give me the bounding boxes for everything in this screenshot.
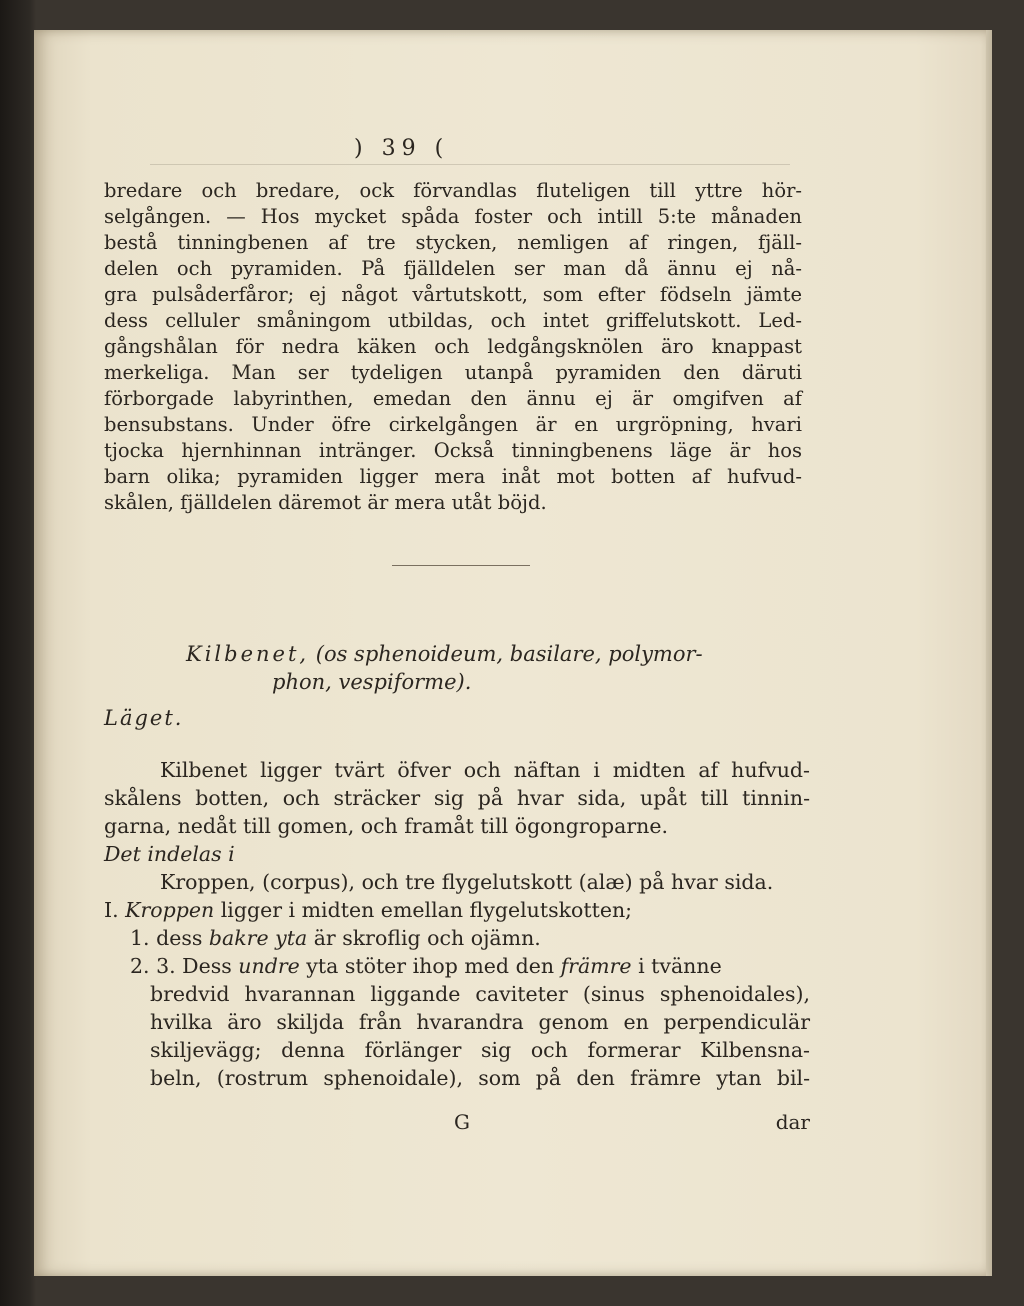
sub-num: 2. 3. [130, 954, 176, 978]
sub-item-2 [104, 952, 810, 980]
list-num: I. [104, 898, 119, 922]
text-line: bredvid hvarannan liggande caviteter (sinus sphenoidales), [150, 982, 810, 1006]
section-heading [186, 640, 786, 696]
sub-text: yta stöter ihop med den [299, 954, 561, 978]
text-line: selgången. — Hos mycket spåda foster och intill 5:te månaden [104, 205, 802, 228]
margin-heading-laget: Läget. [104, 706, 184, 730]
text-line: Kilbenet ligger tvärt öfver och näftan i midten af hufvud- [160, 758, 810, 782]
header-left-bracket: ) [354, 136, 369, 161]
sub-item-1 [104, 924, 810, 952]
list-text: ligger i midten emellan flygelutskotten; [214, 898, 633, 922]
text-line: bredare och bredare, ock förvandlas fluteligen till yttre hör- [104, 179, 802, 202]
text-line: bensubstans. Under öfre cirkelgången är en urgröpning, hvari [104, 413, 802, 436]
paragraph-continued [104, 178, 802, 516]
heading-latin-1: (os sphenoideum, basilare, polymor- [315, 642, 703, 666]
text-line: gångshålan för nedra käken och ledgångsknölen äro knappast [104, 335, 802, 358]
kilbenet-description [104, 756, 810, 1092]
catchword: dar [775, 1110, 810, 1134]
text-line: skålen, fjälldelen däremot är mera utåt böjd. [104, 491, 547, 514]
text-line: barn olika; pyramiden ligger mera inåt mot botten af hufvud- [104, 465, 802, 488]
det-indelas [104, 840, 810, 868]
heading-word: Kilbenet, [186, 642, 310, 666]
page-number: 39 [381, 136, 422, 161]
sub-term: bakre yta [208, 926, 308, 950]
sub-text: Dess [182, 954, 239, 978]
det-indelas-text: Det indelas i [104, 842, 235, 866]
text-line: skålens botten, och sträcker sig på hvar sida, upåt till tinnin- [104, 786, 810, 810]
text-line: skiljevägg; denna förlänger sig och formerar Kilbensna- [150, 1038, 810, 1062]
heading-latin-2: phon, vespiforme). [272, 670, 472, 694]
text-line: gra pulsåderfåror; ej något vårtutskott, som efter födseln jämte [104, 283, 802, 306]
text-line: tjocka hjernhinnan intränger. Också tinningbenens läge är hos [104, 439, 802, 462]
sub-num: 1. [130, 926, 150, 950]
sub-term: undre [238, 954, 300, 978]
text-line: garna, nedåt till gomen, och framåt till ögongroparne. [104, 814, 668, 838]
running-header [354, 136, 554, 161]
text-line: förborgade labyrinthen, emedan den ännu ej är omgifven af [104, 387, 802, 410]
text-line: hvilka äro skiljda från hvarandra genom en perpendiculär [150, 1010, 810, 1034]
sub-text: i tvänne [631, 954, 722, 978]
text-line: bestå tinningbenen af tre stycken, nemligen af ringen, fjäll- [104, 231, 802, 254]
text-line: delen och pyramiden. På fjälldelen ser man då ännu ej nå- [104, 257, 802, 280]
text-line: beln, (rostrum sphenoidale), som på den främre ytan bil- [150, 1066, 810, 1090]
sub-text: är skroflig och ojämn. [307, 926, 541, 950]
header-right-bracket: ( [434, 136, 450, 161]
text-line: merkeliga. Man ser tydeligen utanpå pyramiden den däruti [104, 361, 802, 384]
header-rule [150, 164, 790, 165]
sub-term: främre [560, 954, 632, 978]
page-footer [150, 1110, 810, 1134]
signature-mark: G [454, 1110, 470, 1134]
list-term: Kroppen [125, 898, 215, 922]
list-item-1 [104, 896, 810, 924]
text-line: dess celluler småningom utbildas, och intet griffelutskott. Led- [104, 309, 802, 332]
page-edge [986, 30, 992, 1276]
kroppen-line: Kroppen, (corpus), och tre flygelutskott (alæ) på hvar sida. [160, 870, 774, 894]
sub-text: dess [156, 926, 209, 950]
section-separator [392, 565, 530, 566]
